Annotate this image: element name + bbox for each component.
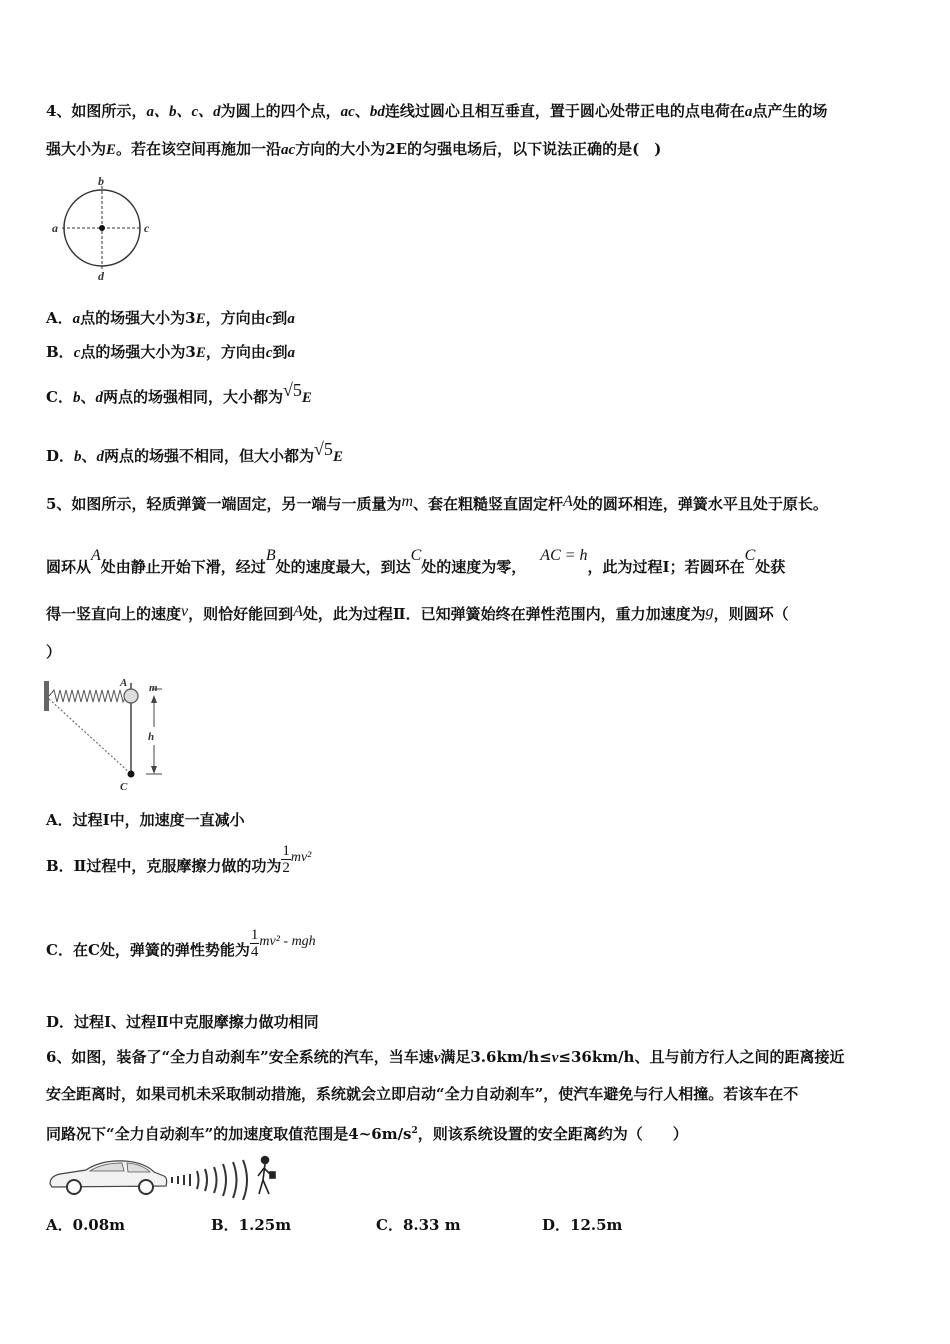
ring (124, 689, 138, 703)
q5-stem-line2: 圆环从A处由静止开始下滑，经过B处的速度最大，到达C处的速度为零，AC = h，此为过程Ⅰ；若圆环在C处获 (46, 547, 786, 576)
fraction-1-2: $\frac{1}{2}$ (282, 842, 290, 876)
q4-option-d[interactable]: D．b、d两点的场强不相同，但大小都为√5E (46, 439, 343, 465)
sqrt5: √5 (314, 439, 333, 459)
label-b: b (98, 174, 104, 188)
label-a: a (52, 221, 58, 235)
label-A: A (120, 677, 128, 689)
q6-option-c[interactable]: C．8.33 m (376, 1216, 461, 1234)
label-h: h (148, 731, 155, 743)
sqrt5: √5 (282, 380, 302, 400)
center-charge (99, 225, 105, 231)
point-C (128, 771, 135, 778)
label-m: m (149, 682, 158, 694)
q4-option-a[interactable]: A．a点的场强大小为3E，方向由c到a (46, 309, 295, 327)
q4-stem-line1: 4、如图所示，a、b、c、d为圆上的四个点，ac、bd连线过圆心且相互垂直，置于圆心处带正电的点电荷在a点产生的场 (46, 102, 828, 120)
label-d: d (98, 269, 104, 282)
fraction-1-4: $\frac{1}{4}$ (250, 926, 259, 960)
q5-stem-line4: ） (46, 643, 62, 661)
q6-stem-line1: 6、如图，装备了“全力自动刹车”安全系统的汽车，当车速v满足3.6km/h≤v≤36km/h、且与前方行人之间的距离接近 (46, 1048, 845, 1066)
stretched-spring-dotted (49, 699, 131, 774)
q4-option-b[interactable]: B．c点的场强大小为3E，方向由c到a (46, 343, 296, 361)
q5-option-b[interactable]: B．Ⅱ过程中，克服摩擦力做的功为 $\frac{1}{2}$ mv² (46, 842, 312, 876)
spring (49, 690, 126, 702)
label-c: c (144, 221, 150, 235)
q6-option-a[interactable]: A．0.08m (46, 1216, 126, 1234)
q6-stem-line2: 安全距离时，如果司机未采取制动措施，系统就会立即启动“全力自动刹车”，使汽车避免与行人相撞。若该车在不 (46, 1085, 799, 1103)
q5-stem-line3: 得一竖直向上的速度v，则恰好能回到A处，此为过程Ⅱ．已知弹簧始终在弹性范围内，重力加速度为g，则圆环（ (46, 603, 789, 623)
q5-stem-line1: 5、如图所示，轻质弹簧一端固定，另一端与一质量为m、套在粗糙竖直固定杆A处的圆环相连，弹簧水平且处于原长。 (46, 493, 828, 513)
q5-option-d[interactable]: D．过程Ⅰ、过程Ⅱ中克服摩擦力做功相同 (46, 1013, 319, 1031)
spring-figure (42, 675, 172, 793)
h-arrowhead-up (151, 695, 157, 703)
q4-option-c[interactable]: C．b、d两点的场强相同，大小都为√5E (46, 380, 312, 406)
q6-stem-line3: 同路况下“全力自动刹车”的加速度取值范围是$4\sim 6m/s^2$，则该系统设置的安全距离约为（ ） (46, 1125, 688, 1143)
car-pedestrian-figure (46, 1150, 286, 1200)
car-wheel-front (67, 1180, 81, 1194)
radar-waves (172, 1160, 247, 1200)
q5-option-a[interactable]: A．过程Ⅰ中，加速度一直减小 (46, 811, 245, 829)
circle-figure (48, 174, 158, 282)
q6-option-d[interactable]: D．12.5m (542, 1216, 623, 1234)
label-C: C (120, 781, 128, 793)
pedestrian-icon (258, 1157, 275, 1195)
q6-option-b[interactable]: B．1.25m (211, 1216, 292, 1234)
q4-stem-line2: 强大小为E。若在该空间再施加一沿ac方向的大小为2E的匀强电场后，以下说法正确的是( ) (46, 140, 662, 158)
q5-option-c[interactable]: C．在C处，弹簧的弹性势能为 $\frac{1}{4}$ mv² - mgh (46, 926, 316, 960)
h-arrowhead-down (151, 766, 157, 774)
wall (44, 681, 49, 711)
car-wheel-rear (139, 1180, 153, 1194)
